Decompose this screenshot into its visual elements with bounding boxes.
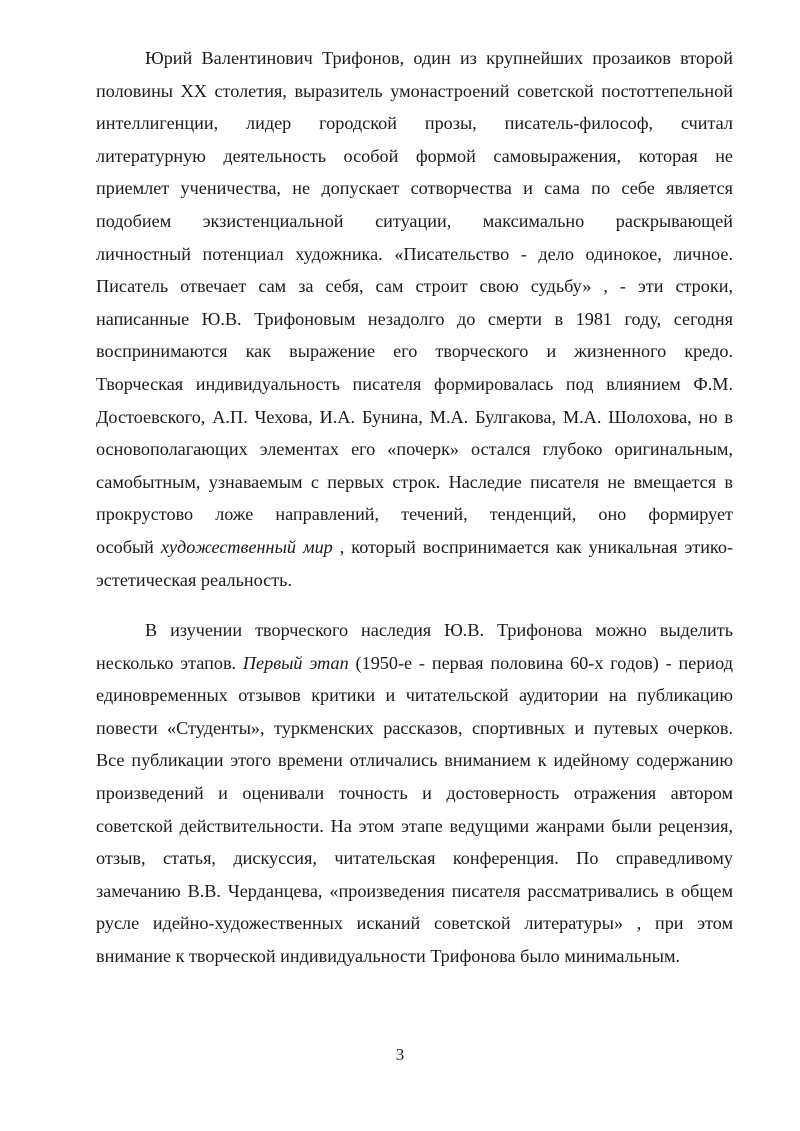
- text-line: основополагающих элементах его «почерк» остался глубоко оригинальным,: [96, 439, 733, 460]
- text-line: литературную деятельность особой формой самовыражения, которая не: [96, 145, 733, 166]
- text-line: интеллигенции, лидер городской прозы, писатель-философ, считал: [96, 113, 733, 134]
- text-run: , который воспринимается как уникальная этико-: [332, 536, 733, 557]
- text-line: написанные Ю.В. Трифоновым незадолго до смерти в 1981 году, сегодня: [96, 308, 733, 329]
- text-run: особый: [96, 536, 161, 557]
- paragraph-1: [96, 42, 733, 596]
- page-number: 3: [395, 1045, 405, 1064]
- text-line: самобытным, узнаваемым с первых строк. Наследие писателя не вмещается в: [96, 471, 733, 492]
- paragraph-2: [96, 614, 733, 973]
- text-line: личностный потенциал художника. «Писательство - дело одинокое, личное.: [96, 243, 733, 264]
- text-line: половины XX столетия, выразитель умонастроений советской постоттепельной: [96, 80, 733, 101]
- text-line: повести «Студенты», туркменских рассказов, спортивных и путевых очерков.: [96, 717, 733, 738]
- text-line: [96, 531, 733, 564]
- italic-term: Первый этап: [242, 652, 349, 673]
- text-line: Писатель отвечает сам за себя, сам строит свою судьбу» , - эти строки,: [96, 276, 733, 297]
- text-line: единовременных отзывов критики и читательской аудитории на публикацию: [96, 685, 733, 706]
- text-line: эстетическая реальность.: [96, 569, 293, 590]
- text-line: произведений и оценивали точность и достоверность отражения автором: [96, 782, 733, 803]
- text-line: прокрустово ложе направлений, течений, тенденций, оно формирует: [96, 504, 733, 525]
- text-line: В изучении творческого наследия Ю.В. Трифонова можно выделить: [145, 620, 733, 640]
- text-line: подобием экзистенциальной ситуации, максимально раскрывающей: [96, 210, 733, 231]
- text-line: Юрий Валентинович Трифонов, один из крупнейших прозаиков второй: [145, 48, 733, 68]
- text-line: советской действительности. На этом этапе ведущими жанрами были рецензия,: [96, 815, 733, 836]
- text-line: русле идейно-художественных исканий советской литературы» , при этом: [96, 913, 733, 934]
- text-line: замечанию В.В. Черданцева, «произведения писателя рассматривались в общем: [96, 880, 733, 901]
- text-line: приемлет ученичества, не допускает сотворчества и сама по себе является: [96, 178, 733, 199]
- text-line: воспринимаются как выражение его творческого и жизненного кредо.: [96, 341, 733, 362]
- text-line: [96, 647, 733, 680]
- text-line: Достоевского, А.П. Чехова, И.А. Бунина, М.А. Булгакова, М.А. Шолохова, но в: [96, 406, 733, 427]
- text-line: Творческая индивидуальность писателя формировалась под влиянием Ф.М.: [96, 373, 733, 394]
- text-line: внимание к творческой индивидуальности Трифонова было минимальным.: [96, 945, 681, 966]
- italic-term: художественный мир: [160, 536, 333, 557]
- text-run: несколько этапов.: [96, 652, 243, 673]
- text-line: отзыв, статья, дискуссия, читательская конференция. По справедливому: [96, 848, 733, 869]
- text-run: (1950-е - первая половина 60-х годов) - период: [348, 652, 733, 673]
- text-line: Все публикации этого времени отличались вниманием к идейному содержанию: [96, 750, 733, 771]
